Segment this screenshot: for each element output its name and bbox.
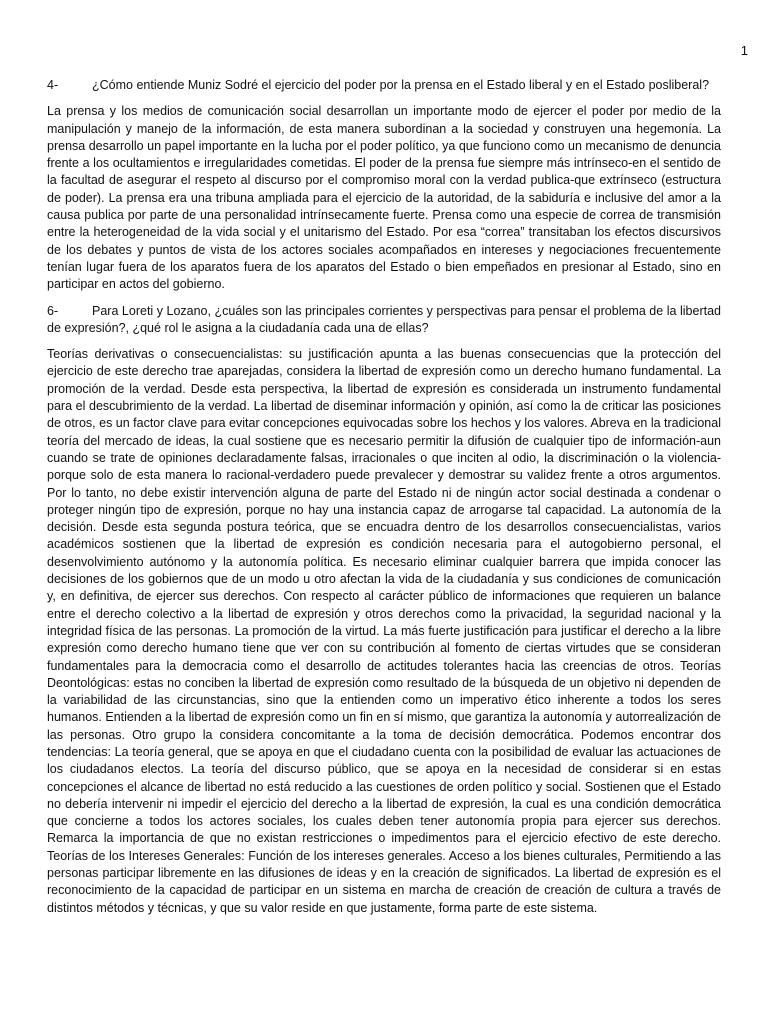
question-6 <box>47 303 721 338</box>
document-body <box>47 77 721 926</box>
page-number: 1 <box>740 43 748 58</box>
question-text: Para Loreti y Lozano, ¿cuáles son las principales corrientes y perspectivas para pensar el problema de la libertad de expresión?, ¿qué rol le asigna a la ciudadanía cada una de ellas? <box>47 303 721 335</box>
answer-paragraph: La prensa y los medios de comunicación social desarrollan un importante modo de ejercer el poder por medio de la manipulación y manejo de la información, de esta manera subordinan a la sociedad y construyen una hegemonía. La prensa desarrollo un papel importante en la lucha por el poder político, ya que funciono como un mecanismo de denuncia frente a los ocultamientos e irregularidades cometidas. El poder de la prensa fue siempre más intrínseco-en el sentido de la facultad de asegurar el respeto al discurso por el compromiso moral con la verdad publica-que extrínseco (estructura de poder). La prensa era una tribuna ampliada para el ejercicio de la autoridad, de la sabiduría e inclusive del amor a la causa publica por parte de una personalidad intrínsecamente fuerte. Prensa como una especie de correa de transmisión entre la heterogeneidad de la vida social y el unitarismo del Estado. Por esa “correa” transitaban los efectos discursivos de los debates y puntos de vista de los actores sociales acompañados en intereses y negociaciones frecuentemente tenían lugar fuera de los aparatos fuera de los aparatos del Estado o bien empeñados en presionar al Estado, sino en participar en actos del gobierno. <box>47 104 721 292</box>
question-text: ¿Cómo entiende Muniz Sodré el ejercicio del poder por la prensa en el Estado liberal y en el Estado posliberal? <box>92 78 710 92</box>
answer-paragraph: Teorías derivativas o consecuencialistas: su justificación apunta a las buenas consecuencias que la protección del ejercicio de este derecho trae aparejadas, considera la libertad de expresión como un derecho humano fundamental. La promoción de la verdad. Desde esta perspectiva, la libertad de expresión es considerada un instrumento fundamental para el descubrimiento de la verdad. La libertad de diseminar información y opinión, así como la de criticar las posiciones de otros, es un factor clave para evitar concepciones equivocadas sobre los hechos y los valores. Abreva en la tradicional teoría del mercado de ideas, la cual sostiene que es necesario permitir la difusión de cualquier tipo de información-aun cuando se trate de opiniones declaradamente falsas, irracionales o que inciten al odio, la discriminación o la violencia-porque solo de esta manera lo racional-verdadero puede prevalecer y demostrar su validez frente a otros argumentos. Por lo tanto, no debe existir intervención alguna de parte del Estado ni de ningún actor social destinada a condenar o proteger ningún tipo de expresión, porque no hay una instancia capaz de arrogarse tal capacidad. La autonomía de la decisión. Desde esta segunda postura teórica, que se encuadra dentro de los desarrollos consecuencialistas, varios académicos sostienen que la libertad de expresión es condición necesaria para el autogobierno personal, el desenvolvimiento autónomo y la autonomía política. Es necesario eliminar cualquier barrera que impida conocer las decisiones de los gobiernos que de un modo u otro afectan la vida de la ciudadanía y sus condiciones de comunicación y, en definitiva, de ejercer sus derechos. Con respecto al carácter público de informaciones que requieren un balance entre el derecho colectivo a la libertad de expresión y otros derechos como la privacidad, la seguridad nacional y la integridad física de las personas. La promoción de la virtud. La más fuerte justificación para justificar el derecho a la libre expresión como derecho humano tiene que ver con su contribución al fomento de ciertas virtudes que se consideran fundamentales para la democracia como el desarrollo de actitudes tolerantes hacia las creencias de otros. Teorías Deontológicas: estas no conciben la libertad de expresión como resultado de la búsqueda de un objetivo ni dependen de la variabilidad de las circunstancias, sino que la entienden como un imperativo ético inherente a todos los seres humanos. Entienden a la libertad de expresión como un fin en sí mismo, que garantiza la autonomía y autorrealización de las personas. Otro grupo la considera concomitante a la toma de decisión democrática. Podemos encontrar dos tendencias: La teoría general, que se apoya en que el ciudadano cuenta con la posibilidad de evaluar las actuaciones de los ciudadanos electos. La teoría del discurso público, que se apoya en la necesidad de considerar si en estas concepciones el alcance de libertad no está reducido a las cuestiones de orden político y social. Sostienen que el Estado no debería intervenir ni impedir el ejercicio del derecho a la libertad de expresión, la cual es una condición democrática que concierne a todos los actores sociales, los cuales deben tener autonomía propia para ejercer sus derechos. Remarca la importancia de que no existan restricciones o impedimentos para el ejercicio efectivo de este derecho. Teorías de los Intereses Generales: Función de los intereses generales. Acceso a los bienes culturales, Permitiendo a las personas participar libremente en las difusiones de ideas y en la creación de significados. La libertad de expresión es el reconocimiento de la capacidad de participar en un sistema en marcha de creación de creación de cultura a través de distintos métodos y técnicas, y que su valor reside en que justamente, forma parte de este sistema. <box>47 347 722 915</box>
question-number: 4- <box>47 78 59 92</box>
question-4 <box>47 77 721 94</box>
question-number: 6- <box>47 303 59 318</box>
